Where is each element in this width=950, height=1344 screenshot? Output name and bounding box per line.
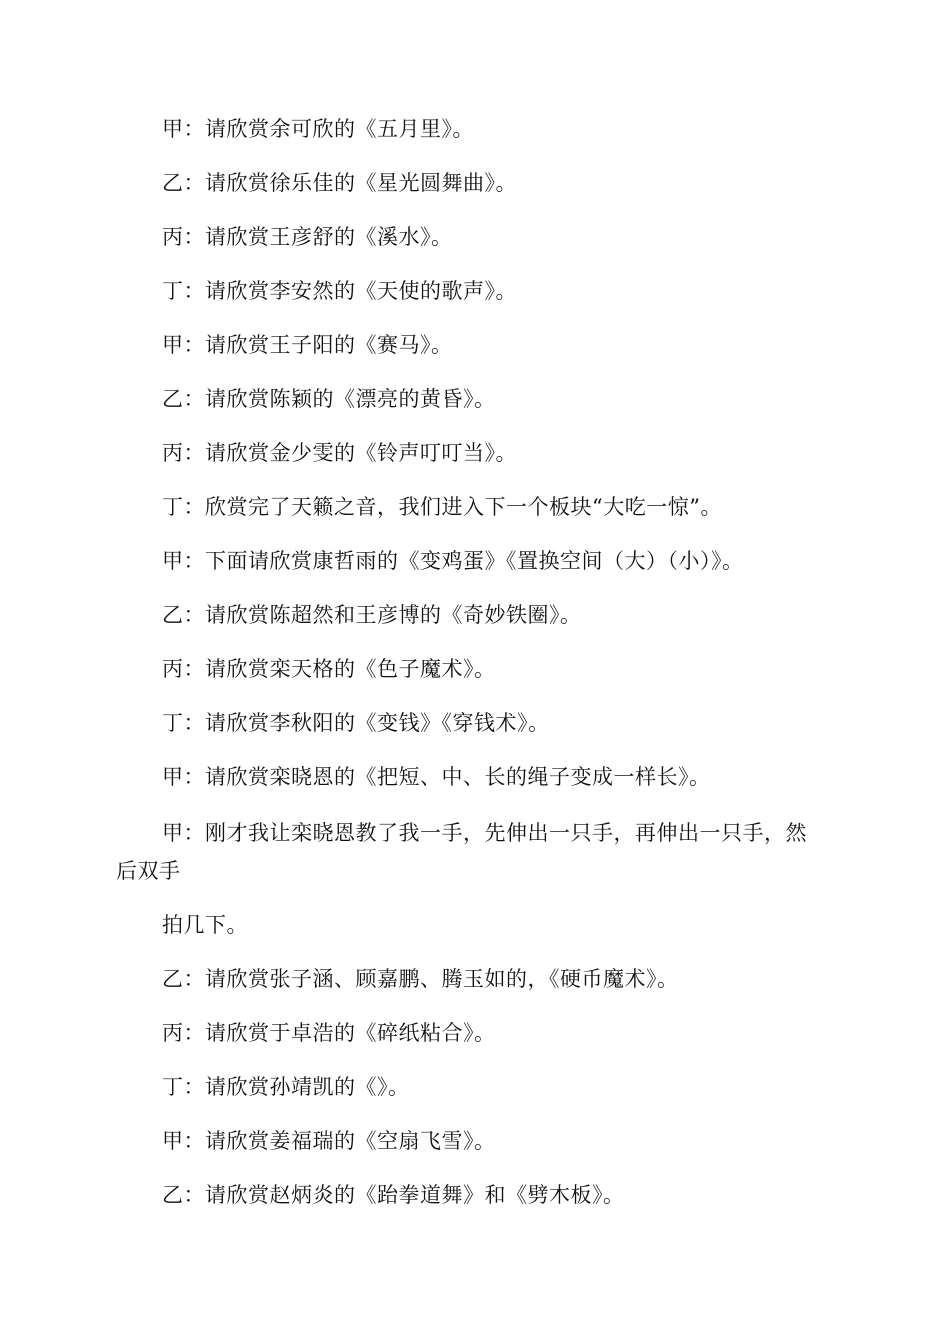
dialogue-line: 甲：请欣赏姜福瑞的《空扇飞雪》。 — [162, 1129, 496, 1153]
dialogue-line: 丁：请欣赏孙靖凯的《》。 — [162, 1075, 410, 1099]
dialogue-line: 丙：请欣赏栾天格的《色子魔术》。 — [162, 657, 496, 681]
dialogue-line: 丁：请欣赏李秋阳的《变钱》《穿钱术》。 — [162, 711, 550, 735]
dialogue-line: 丙：请欣赏金少雯的《铃声叮叮当》。 — [162, 441, 517, 465]
dialogue-line: 丁：欣赏完了天籁之音，我们进入下一个板块“大吃一惊”。 — [162, 495, 722, 519]
dialogue-line: 甲：请欣赏栾晓恩的《把短、中、长的绳子变成一样长》。 — [162, 765, 711, 789]
dialogue-line: 丙：请欣赏王彦舒的《溪水》。 — [162, 225, 453, 249]
dialogue-line: 乙：请欣赏赵炳炎的《跆拳道舞》和《劈木板》。 — [162, 1183, 625, 1207]
dialogue-line: 乙：请欣赏徐乐佳的《星光圆舞曲》。 — [162, 171, 517, 195]
dialogue-line: 丙：请欣赏于卓浩的《碎纸粘合》。 — [162, 1021, 496, 1045]
dialogue-line: 乙：请欣赏张子涵、顾嘉鹏、腾玉如的，《硬币魔术》。 — [162, 967, 679, 991]
dialogue-line-continuation: 后双手 — [116, 859, 181, 883]
dialogue-line: 甲：下面请欣赏康哲雨的《变鸡蛋》《置换空间（大）（小）》。 — [162, 549, 744, 573]
dialogue-line: 甲：刚才我让栾晓恩教了我一手，先伸出一只手，再伸出一只手，然 — [162, 821, 807, 845]
dialogue-line: 乙：请欣赏陈颖的《漂亮的黄昏》。 — [162, 387, 496, 411]
dialogue-line-continuation: 拍几下。 — [162, 913, 248, 937]
dialogue-line: 乙：请欣赏陈超然和王彦博的《奇妙铁圈》。 — [162, 603, 582, 627]
dialogue-line: 丁：请欣赏李安然的《天使的歌声》。 — [162, 279, 517, 303]
dialogue-line: 甲：请欣赏王子阳的《赛马》。 — [162, 333, 453, 357]
dialogue-line: 甲：请欣赏余可欣的《五月里》。 — [162, 117, 474, 141]
